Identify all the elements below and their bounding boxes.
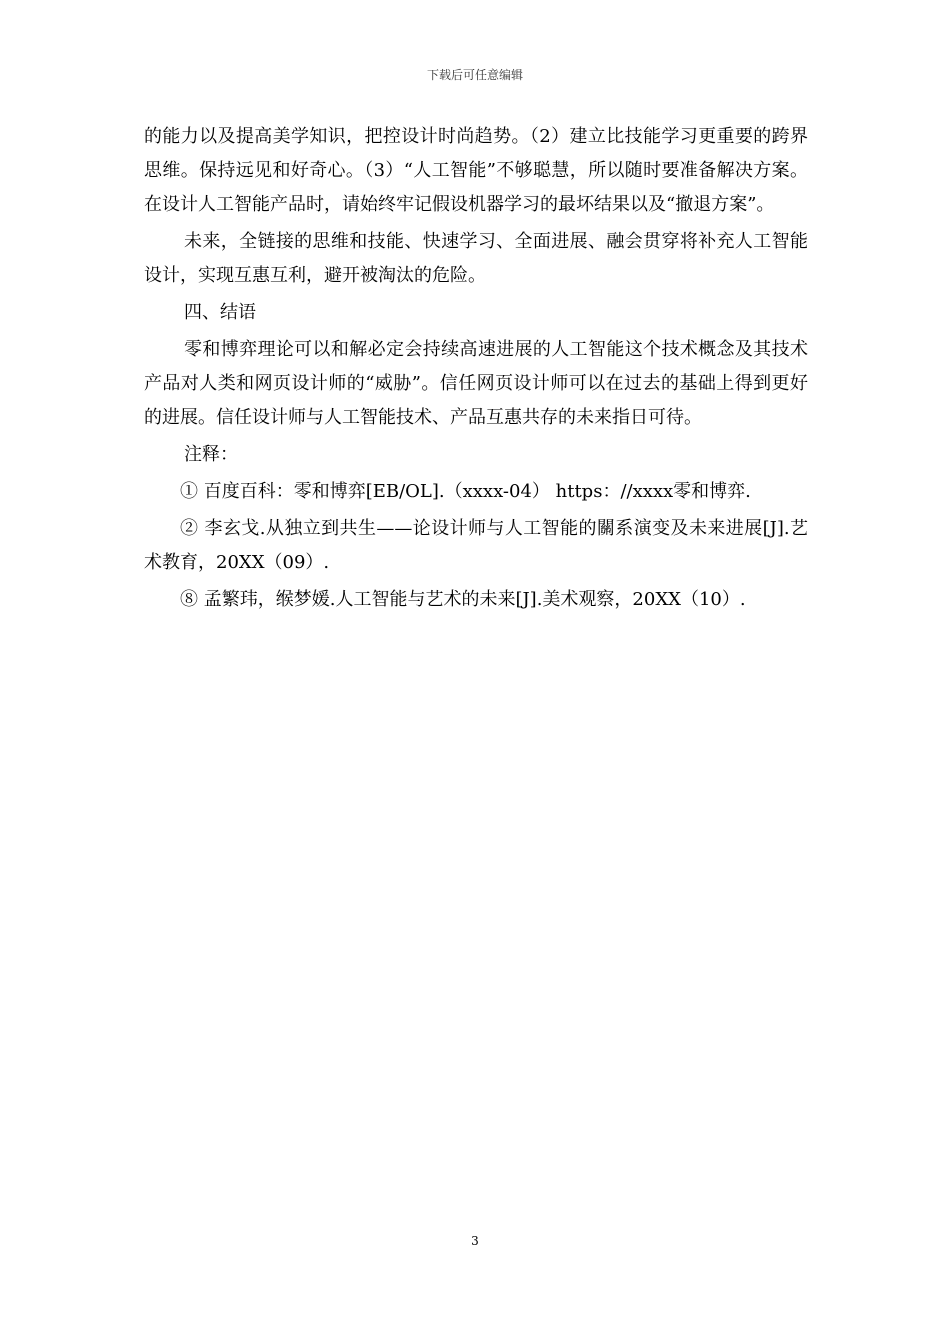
page-header: 下载后可任意编辑 [426, 68, 523, 82]
notes-heading: 注释： [184, 444, 238, 465]
paragraph-continued: 的能力以及提高美学知识，把控设计时尚趋势。（2）建立比技能学习更重要的跨界思维。保持远见和好奇心。（3）“人工智能”不够聪慧，所以随时要准备解决方案。在设计人工智能产品时，请始终牢记假设机器学习的最坏结果以及“撤退方案”。 [144, 126, 808, 215]
paragraph-conclusion: 零和博弈理论可以和解必定会持续高速进展的人工智能这个技术概念及其技术产品对人类和网页设计师的“威胁”。信任网页设计师可以在过去的基础上得到更好的进展。信任设计师与人工智能技术、产品互惠共存的未来指日可待。 [144, 339, 808, 428]
note-item-3: ⑧ 孟繁玮，缑梦媛.人工智能与艺术的未来[J].美术观察，20XX（10）. [180, 589, 746, 610]
paragraph-future: 未来，全链接的思维和技能、快速学习、全面进展、融会贯穿将补充人工智能设计，实现互惠互利，避开被淘汰的危险。 [144, 231, 808, 286]
note-item-2: ② 李玄戈.从独立到共生——论设计师与人工智能的關系演变及未来进展[J].艺术教育，20XX（09）. [144, 518, 808, 573]
section-heading-conclusion: 四、结语 [184, 302, 256, 323]
note-item-1: ① 百度百科：零和博弈[EB/OL].（xxxx-04） https：//xxxx零和博弈. [180, 481, 751, 502]
document-body [144, 120, 808, 620]
page-number: 3 [471, 1234, 479, 1248]
